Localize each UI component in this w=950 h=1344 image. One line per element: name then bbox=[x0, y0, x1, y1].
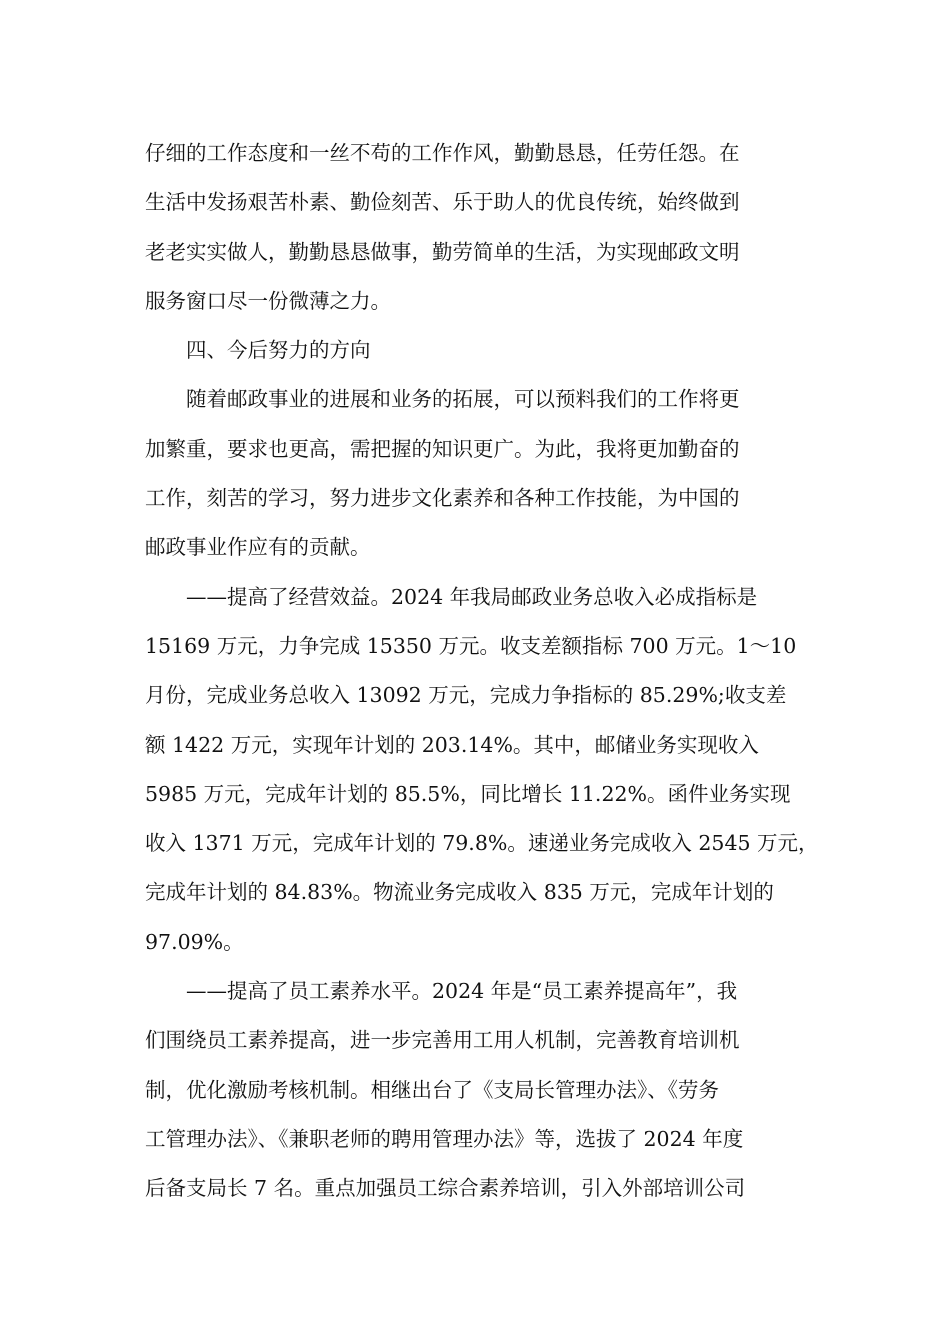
text-line: 15169 万元，力争完成 15350 万元。收支差额指标 700 万元。1～10 bbox=[145, 633, 797, 658]
text-line: 老老实实做人，勤勤恳恳做事，勤劳简单的生活，为实现邮政文明 bbox=[145, 239, 740, 264]
text-line: 月份，完成业务总收入 13092 万元，完成力争指标的 85.29%;收支差 bbox=[145, 683, 787, 708]
text-line: 完成年计划的 84.83%。物流业务完成收入 835 万元，完成年计划的 bbox=[145, 880, 774, 905]
document-body bbox=[145, 129, 819, 1214]
text-line: ——提高了经营效益。2024 年我局邮政业务总收入必成指标是 bbox=[186, 584, 758, 609]
text-line: 邮政事业作应有的贡献。 bbox=[145, 535, 371, 560]
text-line: 生活中发扬艰苦朴素、勤俭刻苦、乐于助人的优良传统，始终做到 bbox=[145, 190, 740, 215]
paragraph-continuation bbox=[145, 129, 810, 326]
text-line: 收入 1371 万元，完成年计划的 79.8%。速递业务完成收入 2545 万元， bbox=[145, 831, 819, 856]
text-line: 97.09%。 bbox=[145, 929, 244, 954]
text-line: 工作，刻苦的学习，努力进步文化素养和各种工作技能，为中国的 bbox=[145, 486, 740, 511]
text-line: 随着邮政事业的进展和业务的拓展，可以预料我们的工作将更 bbox=[186, 387, 740, 412]
text-line: 工管理办法》、《兼职老师的聘用管理办法》等，选拔了 2024 年度 bbox=[145, 1126, 744, 1151]
paragraph-business-results bbox=[145, 573, 819, 967]
text-line: 服务窗口尽一份微薄之力。 bbox=[145, 288, 391, 313]
text-line: ——提高了员工素养水平。2024 年是“员工素养提高年”，我 bbox=[186, 979, 738, 1004]
text-line: 仔细的工作态度和一丝不苟的工作作风，勤勤恳恳，任劳任怨。在 bbox=[145, 141, 740, 165]
section-heading-text: 四、今后努力的方向 bbox=[186, 338, 371, 363]
text-line: 5985 万元，完成年计划的 85.5%，同比增长 11.22%。函件业务实现 bbox=[145, 781, 791, 806]
text-line: 额 1422 万元，实现年计划的 203.14%。其中，邮储业务实现收入 bbox=[145, 732, 759, 757]
text-line: 制，优化激励考核机制。相继出台了《支局长管理办法》、《劳务 bbox=[145, 1077, 719, 1102]
text-line: 后备支局长 7 名。重点加强员工综合素养培训，引入外部培训公司 bbox=[145, 1176, 746, 1201]
text-line: 们围绕员工素养提高，进一步完善用工用人机制，完善教育培训机 bbox=[145, 1028, 740, 1053]
paragraph-staff-quality bbox=[145, 967, 810, 1213]
text-line: 加繁重，要求也更高，需把握的知识更广。为此，我将更加勤奋的 bbox=[145, 436, 740, 461]
paragraph-future-direction bbox=[145, 375, 810, 572]
section-heading bbox=[145, 326, 810, 375]
